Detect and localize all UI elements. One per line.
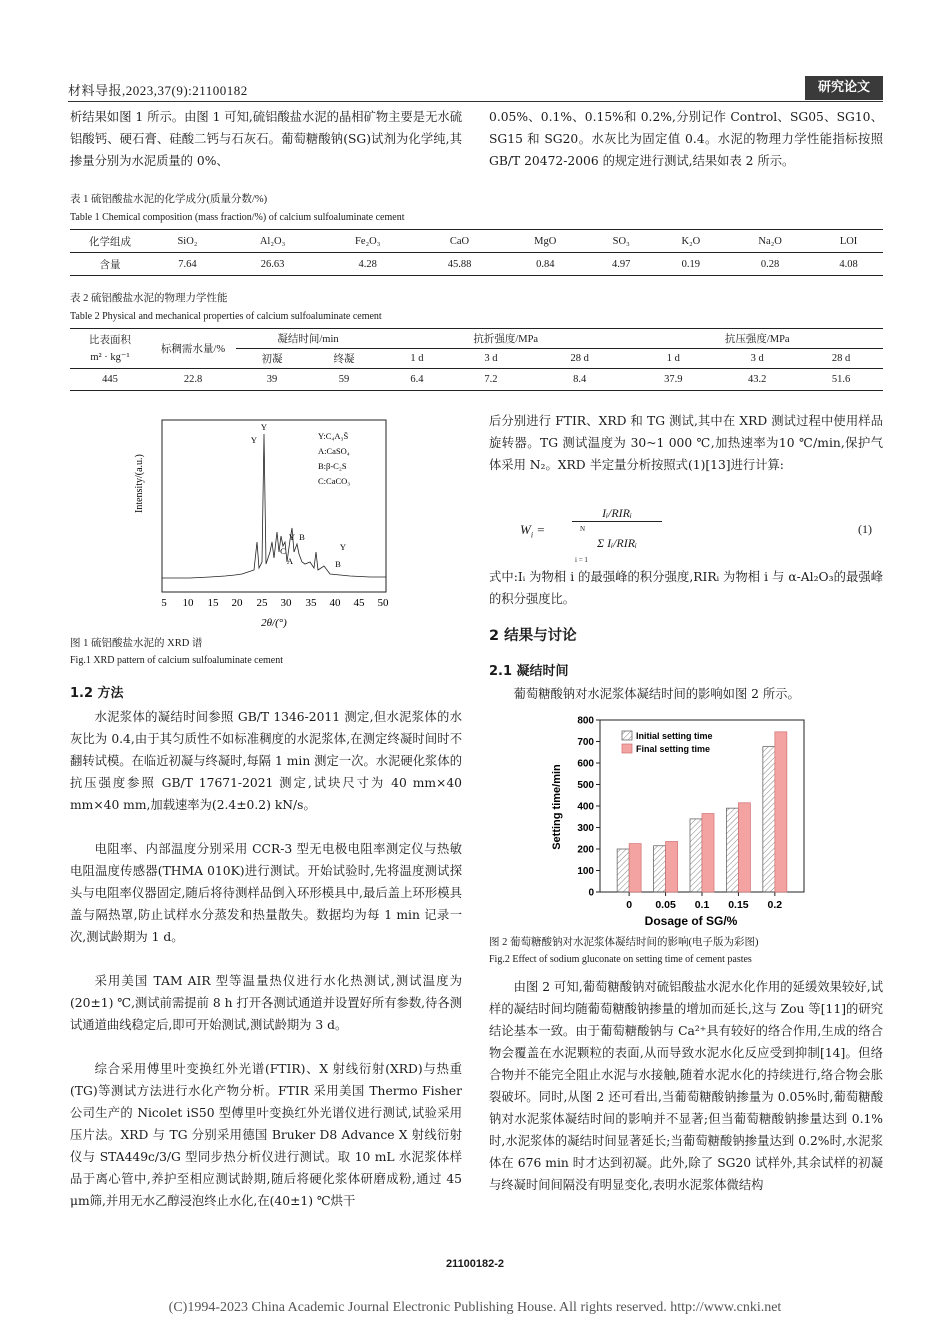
fig2-bar-initial [763, 747, 775, 892]
methods-paragraph-4: 综合采用傅里叶变换红外光谱(FTIR)、X 射线衍射(XRD)与热重(TG)等测试方法进行水化产物分析。FTIR 采用美国 Thermo Fisher 公司生产的 Nicolet iS50 型傅里叶变换红外光谱仪进行测试,试验采用压片法。XRD 与 TG 分别采用德国 Bruker D8 Advance X 射线衍射仪与 STA449c/3/G 型同步热分析仪进行测试。取 10 mL 水泥浆体样品于离心管中,养护至相应测试龄期,随后将硬化浆体研磨成粉,通过 45 μm筛,并用无水乙醇浸泡终止水化,在(40±1) ℃烘干 [70, 1062, 462, 1208]
fig1-xrd-chart [130, 412, 400, 632]
table2-cell: 6.4 [410, 374, 424, 385]
table1-cell: 4.97 [612, 258, 631, 270]
fig2-bar-initial [726, 808, 738, 892]
fig1-xtick: 5 [161, 597, 167, 609]
fig1-peak-label: Y [260, 422, 268, 432]
fig1-peak-label: B [299, 532, 305, 542]
table2-age-header: 1 d [410, 353, 424, 364]
eq-sum-top: N [580, 525, 586, 533]
fig2-ytick-label: 400 [577, 801, 594, 813]
table2-caption-en: Table 2 Physical and mechanical properties of calcium sulfoaluminate cement [70, 311, 382, 322]
table2-comp-header: 抗压强度/MPa [631, 329, 883, 349]
section-2-1-heading: 2.1 凝结时间 [489, 664, 569, 679]
table1-cell: 4.08 [839, 258, 858, 270]
table1-header: K₂O [681, 235, 701, 247]
fig2-ytick-label: 300 [577, 823, 594, 834]
table2-cell: 43.2 [747, 374, 767, 385]
table1-caption-cn: 表 1 硫铝酸盐水泥的化学成分(质量分数/%) [70, 194, 268, 205]
table2-flex-header: 抗折强度/MPa [380, 329, 631, 349]
table2-water-header: 标稠需水量/% [160, 344, 226, 355]
table2-age-header: 3 d [484, 353, 498, 364]
methods-paragraph-2: 电阻率、内部温度分别采用 CCR-3 型无电极电阻率测定仪与热敏电阻温度传感器(THMA 010K)进行测试。开始试验时,先将温度测试探头与电阻率仪器固定,随后将待测样品倒入环形模具中,最后盖上环形模具盖与隔热罩,防止试样水分蒸发和热量散失。数据均为每 1 min 记录一次,测试龄期为 1 d。 [70, 842, 462, 944]
table1-header: LOI [839, 235, 858, 247]
fig2-legend-initial: Initial setting time [636, 731, 713, 741]
fig2-legend-swatch-initial [622, 731, 632, 740]
table2-cell: 22.8 [183, 374, 203, 385]
fig1-xtick: 50 [377, 597, 389, 609]
table2-initial-header: 初凝 [261, 354, 283, 365]
table2-setting-header: 凝结时间/min [236, 329, 380, 349]
table2-final-header: 终凝 [333, 354, 355, 365]
section-1-2-heading: 1.2 方法 [70, 686, 124, 701]
fig1-peak-label: Y [339, 542, 347, 552]
table2-cell: 8.4 [573, 374, 587, 385]
fig2-legend-swatch-final [622, 744, 632, 753]
table2-surface-header: 比表面积 [89, 334, 131, 346]
fig2-bar-initial [617, 849, 629, 892]
fig2-ytick-label: 0 [588, 887, 594, 899]
table2-cell: 39 [266, 374, 278, 385]
left-top-paragraph: 析结果如图 1 所示。由图 1 可知,硫铝酸盐水泥的晶相矿物主要是无水硫铝酸钙、硬石膏、硅酸二钙与石灰石。葡萄糖酸钠(SG)试剂为化学纯,其掺量分别为水泥质量的 0%、 [70, 110, 462, 168]
fig1-peak-label: B [335, 559, 341, 569]
fig1-legend-item: C:CaCO₃ [318, 476, 351, 486]
methods-paragraph-3: 采用美国 TAM AIR 型等温量热仪进行水化热测试,测试温度为(20±1) ℃,测试前需提前 8 h 打开各测试通道并设置好所有参数,待各测试通道曲线稳定后,即可开始测试,测试龄期为 3 d。 [70, 974, 462, 1032]
fig2-ylabel: Setting time/min [551, 764, 563, 850]
equation-1: $W_i$ = Iᵢ/RIRᵢ Σ Iᵢ/RIRᵢ N i = 1 (1) [520, 506, 872, 564]
fig1-peak-label: C [280, 546, 286, 556]
fig2-ytick-label: 500 [577, 780, 594, 791]
eq-lhs-sub: i [530, 530, 534, 540]
table2-caption-cn: 表 2 硫铝酸盐水泥的物理力学性能 [70, 293, 228, 304]
table1 [70, 229, 883, 276]
fig2-ytick-label: 800 [577, 715, 594, 727]
fig1-ylabel: Intensity/(a.u.) [134, 454, 145, 513]
results-paragraph: 由图 2 可知,葡萄糖酸钠对硫铝酸盐水泥水化作用的延缓效果较好,试样的凝结时间均随葡萄糖酸钠掺量的增加而延长,这与 Zou 等[11]的研究结论基本一致。由于葡萄糖酸钠与 Ca²⁺具有较好的络合作用,生成的络合物会覆盖在水泥颗粒的表面,从而导致水泥水化反应受到抑制[14]。但络合物并不能完全阻止水泥与水接触,随着水泥水化的持续进行,络合物会胀裂破坏。同时,从图 2 还可看出,当葡萄糖酸钠掺量为 0.05%时,葡萄糖酸钠对水泥浆体凝结时间的影响并不显著;但当葡萄糖酸钠掺量达到 0.1%时,水泥浆体的凝结时间显著延长;当葡萄糖酸钠掺量达到 0.2%时,水泥浆体在 676 min 时才达到初凝。此外,除了 SG20 试样外,其余试样的初凝与终凝时间间隔没有明显变化,表明水泥浆体微结构 [489, 980, 883, 1192]
fig1-frame [162, 420, 386, 592]
fig2-xtick-label: 0.15 [728, 899, 749, 911]
fig2-ytick-label: 100 [577, 866, 594, 877]
table1-header: SO₃ [612, 235, 630, 247]
fig1-peak-label: A [286, 556, 294, 566]
table1-cell: 7.64 [178, 258, 197, 270]
fig2-bar-final [629, 844, 641, 892]
eq-denominator: Σ Iᵢ/RIRᵢ [597, 536, 637, 550]
fig1-legend-item: A:CaSO₄ [318, 446, 350, 456]
fig2-caption-cn: 图 2 葡萄糖酸钠对水泥浆体凝结时间的影响(电子版为彩图) [489, 937, 759, 948]
fig1-caption-en: Fig.1 XRD pattern of calcium sulfoaluminate cement [70, 655, 283, 666]
fig2-xtick-label: 0.2 [767, 899, 783, 911]
fig1-xlabel: 2θ/(°) [261, 617, 287, 629]
table1-cell: 0.28 [760, 258, 780, 270]
table1-header: SiO₂ [177, 235, 198, 247]
table1-row-label: 含量 [99, 259, 121, 271]
fig1-xtick: 15 [207, 597, 219, 609]
fig1-peak-label: Y [250, 435, 258, 445]
table2-cell: 7.2 [484, 374, 498, 385]
fig1-xtick: 30 [280, 597, 292, 609]
fig1-legend-item: B:β-C₂S [318, 461, 347, 471]
table1-header: Fe₂O₃ [354, 235, 381, 247]
table1-cell: 0.19 [681, 258, 701, 270]
section-badge: 研究论文 [805, 76, 883, 100]
table1-header: MgO [534, 235, 557, 247]
table2-cell: 37.9 [664, 374, 683, 385]
section-2-1-intro: 葡萄糖酸钠对水泥浆体凝结时间的影响如图 2 所示。 [513, 687, 800, 701]
fig2-setting-time-chart [548, 712, 818, 934]
table2-age-header: 1 d [666, 353, 680, 364]
table1-cell: 4.28 [358, 258, 377, 270]
eq-number: (1) [858, 522, 872, 536]
section-2-heading: 2 结果与讨论 [489, 628, 577, 644]
page-number: 21100182-2 [445, 1258, 505, 1270]
table1-cell: 26.63 [260, 258, 285, 270]
fig2-bar-final [666, 841, 678, 892]
table2-age-header: 28 d [570, 353, 589, 364]
table1-row-header: 化学组成 [89, 236, 131, 248]
fig2-bar-initial [654, 846, 666, 892]
methods-paragraph-1: 水泥浆体的凝结时间参照 GB/T 1346-2011 测定,但水泥浆体的水灰比为 0.4,由于其匀质性不如标准稠度的水泥浆体,在测定终凝时间时不翻转试模。在临近初凝与终凝时,每隔 1 min 测定一次。水泥硬化浆体的抗压强度参照 GB/T 17671-2021 测定,试块尺寸为 40 mm×40 mm×40 mm,加载速率为(2.4±0.2) kN/s。 [70, 710, 462, 812]
fig2-xtick-label: 0.05 [655, 899, 676, 911]
fig2-bar-final [702, 814, 714, 892]
fig2-xlabel: Dosage of SG/% [644, 914, 738, 928]
fig2-legend-final: Final setting time [636, 744, 711, 754]
eq-numerator: Iᵢ/RIRᵢ [572, 506, 662, 522]
table2-cell: 445 [102, 374, 118, 385]
fig1-xrd-curve [162, 434, 386, 578]
right-mid-paragraph-1: 后分别进行 FTIR、XRD 和 TG 测试,其中在 XRD 测试过程中使用样品旋转器。TG 测试温度为 30~1 000 ℃,加热速率为10 ℃/min,保护气体采用 N₂。XRD 半定量分析按照式(1)[13]进行计算: [489, 414, 883, 472]
table1-cell: 0.84 [536, 258, 555, 270]
fig1-xtick: 35 [305, 597, 317, 609]
table1-header: Na₂O [758, 235, 782, 247]
fig1-xtick: 25 [256, 597, 268, 609]
fig1-xtick: 45 [353, 597, 365, 609]
fig2-xtick-label: 0 [626, 899, 633, 911]
copyright-line: (C)1994-2023 China Academic Journal Electronic Publishing House. All rights reserved. http://www.cnki.net [168, 1300, 782, 1315]
header-rule [68, 101, 883, 102]
table1-caption-en: Table 1 Chemical composition (mass fraction/%) of calcium sulfoaluminate cement [70, 212, 405, 223]
eq-lhs: W [520, 522, 531, 537]
fig2-ytick-label: 600 [577, 758, 594, 770]
eq-sum-bottom: i = 1 [575, 556, 588, 564]
fig2-caption-en: Fig.2 Effect of sodium gluconate on setting time of cement pastes [489, 954, 752, 965]
fig2-ytick-label: 200 [577, 844, 594, 856]
table2-surface-unit: m² · kg⁻¹ [90, 351, 130, 363]
right-mid-paragraph-2: 式中:Iᵢ 为物相 i 的最强峰的积分强度,RIRᵢ 为物相 i 与 α-Al₂O₃的最强峰的积分强度比。 [489, 570, 883, 606]
fig2-bar-final [738, 803, 750, 892]
fig1-legend-item: Y:C₄A₃S̄ [318, 431, 349, 441]
fig1-xtick: 10 [182, 597, 194, 609]
table1-header: CaO [449, 235, 470, 247]
fig1-xtick: 40 [329, 597, 341, 609]
fig1-peak-label: Y [288, 532, 296, 542]
fig1-xtick: 20 [231, 597, 243, 609]
right-top-paragraph: 0.05%、0.1%、0.15%和 0.2%,分别记作 Control、SG05、SG10、SG15 和 SG20。水灰比为固定值 0.4。水泥的物理力学性能指标按照 GB/T 20472-2006 的规定进行测试,结果如表 2 所示。 [489, 110, 883, 168]
fig2-bar-final [775, 732, 787, 892]
fig2-xtick-label: 0.1 [694, 899, 710, 911]
fig2-bar-initial [690, 819, 702, 892]
fig2-ytick-label: 700 [577, 737, 594, 748]
table2-age-header: 3 d [750, 353, 764, 364]
table2-cell: 59 [338, 374, 350, 385]
fig1-caption-cn: 图 1 硫铝酸盐水泥的 XRD 谱 [70, 638, 203, 649]
table1-cell: 45.88 [447, 258, 472, 270]
table2-cell: 51.6 [831, 374, 851, 385]
table2-age-header: 28 d [831, 353, 851, 364]
table2 [70, 328, 883, 391]
table1-header: Al₂O₃ [259, 235, 286, 247]
journal-header: 材料导报,2023,37(9):21100182 [68, 83, 248, 98]
